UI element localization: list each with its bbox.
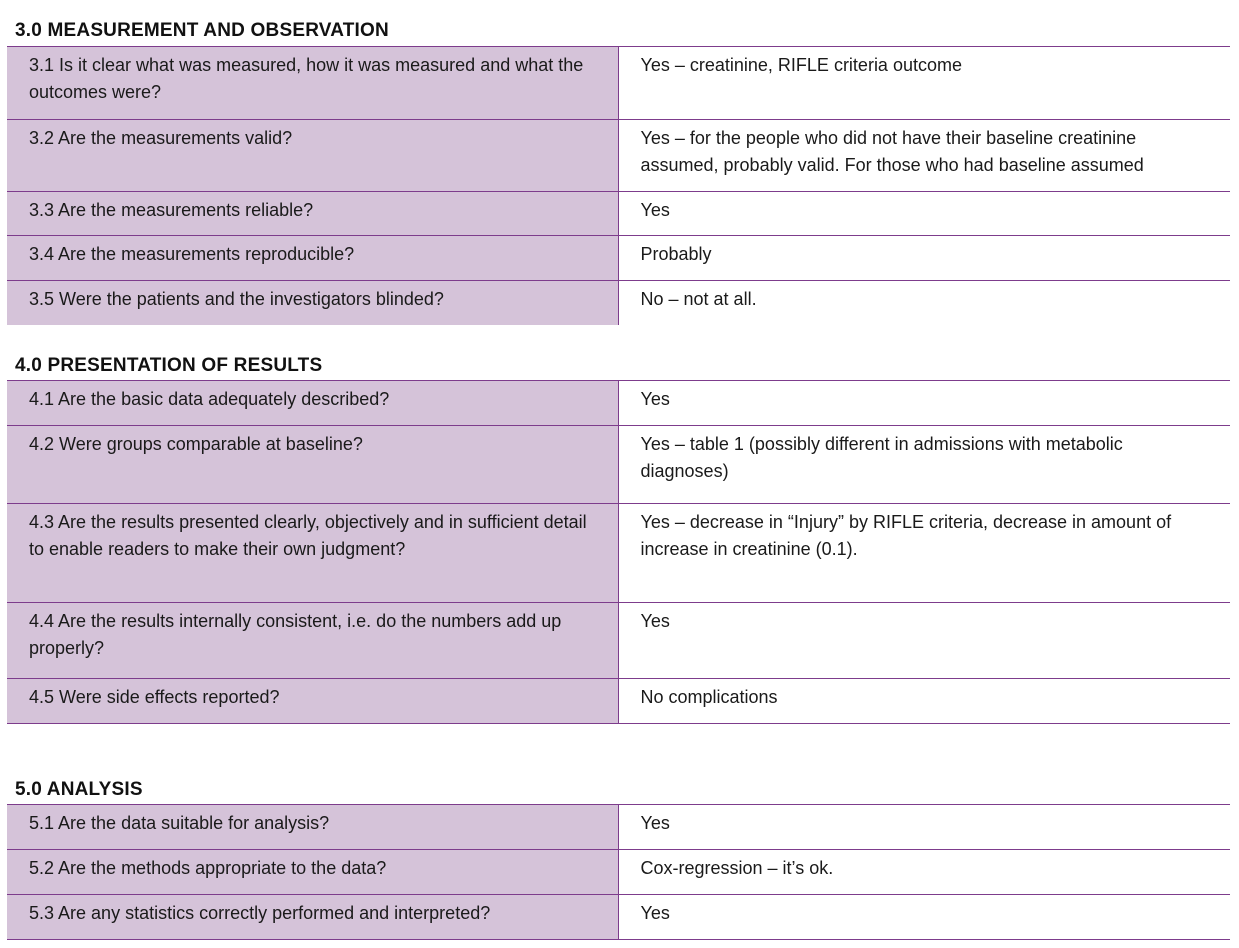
answer-cell [618,192,1230,236]
answer-text: Cox-regression – it’s ok. [640,858,834,878]
answer-cell [618,426,1230,504]
question-cell [7,850,618,895]
answer-text: Yes [640,903,670,923]
measurement-table [7,46,1230,325]
question-text: 4.3 Are the results presented clearly, objectively and in sufficient detail to enable readers to make their own judgment? [29,512,587,559]
question-cell [7,192,618,236]
answer-text: Probably [640,244,712,264]
question-text: 5.1 Are the data suitable for analysis? [29,813,330,833]
answer-cell [618,236,1230,281]
answer-cell [618,805,1230,850]
answer-cell [618,850,1230,895]
answer-cell [618,504,1230,603]
table-row [7,603,1230,679]
table-row [7,381,1230,426]
answer-text: Yes – creatinine, RIFLE criteria outcome [640,55,962,75]
table-row [7,192,1230,236]
answer-cell [618,603,1230,679]
question-cell [7,504,618,603]
question-text: 4.2 Were groups comparable at baseline? [29,434,363,454]
table-row [7,895,1230,940]
table-row [7,236,1230,281]
presentation-table [7,380,1230,724]
question-cell [7,805,618,850]
question-cell [7,47,618,120]
answer-text: Yes – table 1 (possibly different in admissions with metabolic diagnoses) [640,434,1123,481]
table-row [7,47,1230,120]
answer-text: Yes – decrease in “Injury” by RIFLE criteria, decrease in amount of increase in creatinine (0.1). [640,512,1172,559]
answer-text: No – not at all. [640,289,757,309]
answer-text: Yes [640,813,670,833]
question-text: 3.1 Is it clear what was measured, how it was measured and what the outcomes were? [29,55,584,102]
answer-cell [618,120,1230,192]
answer-text: No complications [640,687,778,707]
section-title-presentation: 4.0 PRESENTATION OF RESULTS [15,355,323,376]
table-row [7,281,1230,325]
table-row [7,426,1230,504]
question-cell [7,381,618,426]
question-text: 3.3 Are the measurements reliable? [29,200,314,220]
table-row [7,850,1230,895]
table-row [7,120,1230,192]
question-text: 5.2 Are the methods appropriate to the data? [29,858,387,878]
table-row [7,504,1230,603]
question-text: 4.4 Are the results internally consistent, i.e. do the numbers add up properly? [29,611,562,658]
section-title-analysis: 5.0 ANALYSIS [15,779,143,800]
question-cell [7,426,618,504]
answer-text: Yes – for the people who did not have their baseline creatinine assumed, probably valid. For those who had baseline assumed [640,128,1144,175]
question-cell [7,603,618,679]
question-text: 4.1 Are the basic data adequately described? [29,389,390,409]
question-text: 3.5 Were the patients and the investigators blinded? [29,289,444,309]
question-cell [7,679,618,724]
question-text: 3.2 Are the measurements valid? [29,128,293,148]
answer-cell [618,381,1230,426]
question-cell [7,236,618,281]
answer-cell [618,281,1230,325]
question-cell [7,895,618,940]
answer-cell [618,679,1230,724]
question-text: 3.4 Are the measurements reproducible? [29,244,355,264]
question-cell [7,281,618,325]
table-row [7,679,1230,724]
answer-text: Yes [640,611,670,631]
question-text: 5.3 Are any statistics correctly performed and interpreted? [29,903,491,923]
answer-cell [618,895,1230,940]
question-text: 4.5 Were side effects reported? [29,687,280,707]
answer-text: Yes [640,389,670,409]
question-cell [7,120,618,192]
answer-cell [618,47,1230,120]
table-row [7,805,1230,850]
section-title-measurement: 3.0 MEASUREMENT AND OBSERVATION [15,20,389,41]
analysis-table [7,804,1230,940]
answer-text: Yes [640,200,670,220]
